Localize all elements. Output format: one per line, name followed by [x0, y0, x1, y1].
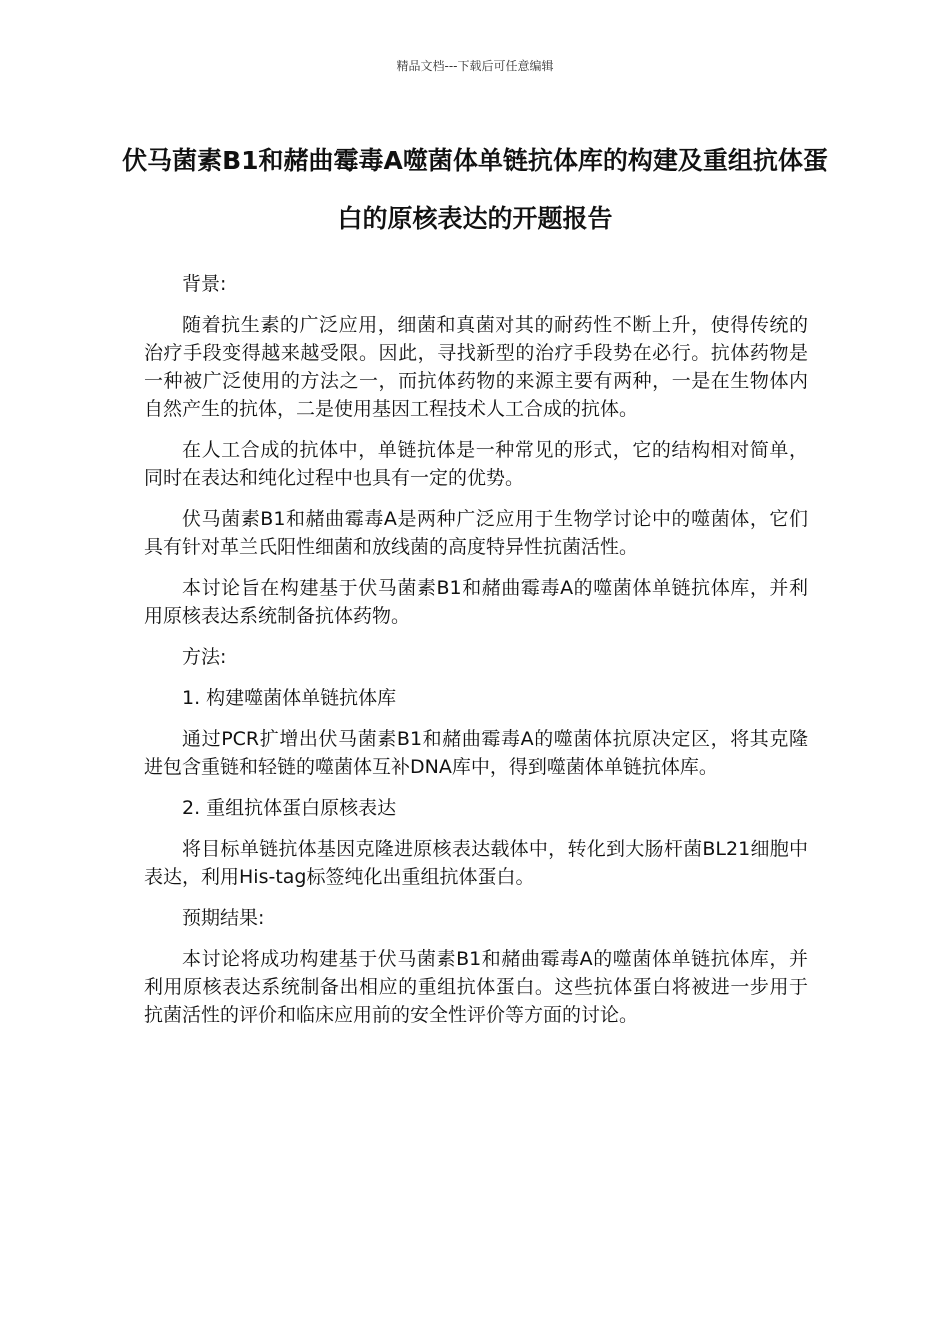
paragraph: 将目标单链抗体基因克隆进原核表达载体中，转化到大肠杆菌BL21细胞中表达，利用His-tag标签纯化出重组抗体蛋白。	[144, 838, 808, 888]
method-step-1-heading: 1. 构建噬菌体单链抗体库	[182, 687, 397, 709]
paragraph: 随着抗生素的广泛应用，细菌和真菌对其的耐药性不断上升，使得传统的治疗手段变得越来越受限。因此，寻找新型的治疗手段势在必行。抗体药物是一种被广泛使用的方法之一，而抗体药物的来源主要有两种，一是在生物体内自然产生的抗体，二是使用基因工程技术人工合成的抗体。	[144, 314, 808, 420]
page-header: 精品文档---下载后可任意编辑	[396, 59, 554, 73]
paragraph: 在人工合成的抗体中，单链抗体是一种常见的形式，它的结构相对简单，同时在表达和纯化过程中也具有一定的优势。	[144, 439, 808, 489]
section-heading-methods: 方法:	[182, 646, 227, 668]
paragraph: 伏马菌素B1和赭曲霉毒A是两种广泛应用于生物学讨论中的噬菌体，它们具有针对革兰氏阳性细菌和放线菌的高度特异性抗菌活性。	[144, 508, 808, 558]
document-body	[144, 270, 808, 1042]
method-step-2-heading: 2. 重组抗体蛋白原核表达	[182, 797, 397, 819]
paragraph: 本讨论将成功构建基于伏马菌素B1和赭曲霉毒A的噬菌体单链抗体库，并利用原核表达系统制备出相应的重组抗体蛋白。这些抗体蛋白将被进一步用于抗菌活性的评价和临床应用前的安全性评价等方面的讨论。	[144, 948, 808, 1026]
section-heading-expected-results: 预期结果:	[182, 907, 265, 929]
document-title: 伏马菌素B1和赭曲霉毒A噬菌体单链抗体库的构建及重组抗体蛋白的原核表达的开题报告	[122, 146, 828, 233]
paragraph: 通过PCR扩增出伏马菌素B1和赭曲霉毒A的噬菌体抗原决定区，将其克隆进包含重链和轻链的噬菌体互补DNA库中，得到噬菌体单链抗体库。	[144, 728, 808, 778]
section-heading-background: 背景:	[182, 273, 227, 295]
paragraph: 本讨论旨在构建基于伏马菌素B1和赭曲霉毒A的噬菌体单链抗体库，并利用原核表达系统制备抗体药物。	[144, 577, 808, 627]
